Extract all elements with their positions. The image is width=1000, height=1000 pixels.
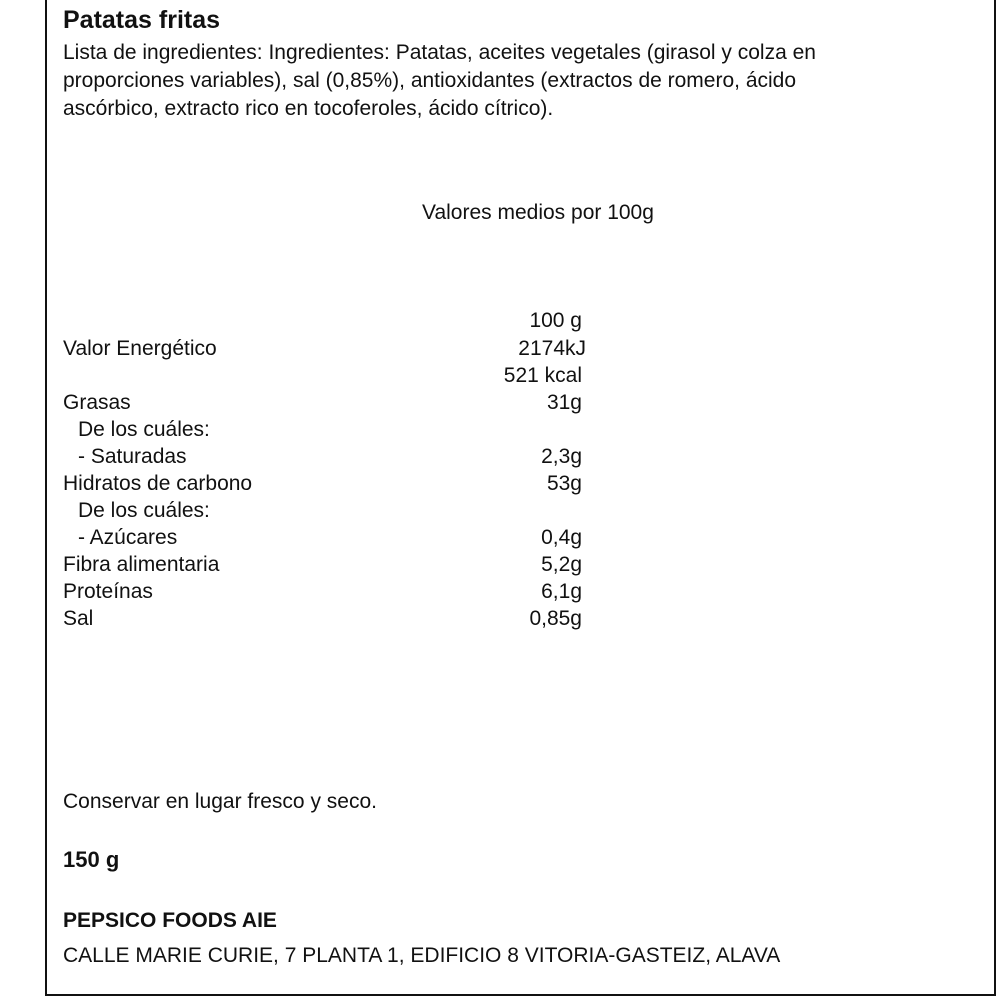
ingredients-line: Lista de ingredientes: Ingredientes: Patatas, aceites vegetales (girasol y colza en [63, 41, 816, 64]
nutrient-value: 5,2g [541, 553, 582, 576]
nutrient-label: - Azúcares [78, 526, 178, 549]
energy-label: Valor Energético [63, 337, 217, 360]
nutrition-heading: Valores medios por 100g [422, 201, 654, 224]
nutrient-label: De los cuáles: [78, 499, 210, 522]
energy-kj: 2174kJ [518, 337, 586, 360]
energy-kcal: 521 kcal [503, 364, 582, 387]
nutrient-value: 0,4g [541, 526, 582, 549]
product-title: Patatas fritas [63, 6, 221, 34]
nutrient-value: 0,85g [529, 607, 582, 630]
label-frame [45, 0, 996, 996]
storage-note: Conservar en lugar fresco y seco. [63, 790, 377, 813]
nutrient-value: 31g [546, 391, 582, 414]
ingredients-line: ascórbico, extracto rico en tocoferoles, ácido cítrico). [63, 97, 554, 120]
ingredients-line: proporciones variables), sal (0,85%), antioxidantes (extractos de romero, ácido [63, 69, 797, 92]
company-address: CALLE MARIE CURIE, 7 PLANTA 1, EDIFICIO 8 VITORIA-GASTEIZ, ALAVA [63, 944, 781, 967]
nutrient-label: Fibra alimentaria [63, 553, 220, 576]
company-name: PEPSICO FOODS AIE [63, 909, 277, 932]
nutrient-label: Hidratos de carbono [63, 472, 253, 495]
nutrient-label: - Saturadas [78, 445, 187, 468]
nutrient-label: Proteínas [63, 580, 153, 603]
net-weight: 150 g [63, 847, 120, 872]
nutrient-value: 53g [546, 472, 582, 495]
nutrient-label: Grasas [63, 391, 131, 414]
column-header: 100 g [529, 309, 582, 332]
nutrient-label: De los cuáles: [78, 418, 210, 441]
nutrient-value: 6,1g [541, 580, 582, 603]
nutrient-value: 2,3g [541, 445, 582, 468]
nutrient-label: Sal [63, 607, 94, 630]
